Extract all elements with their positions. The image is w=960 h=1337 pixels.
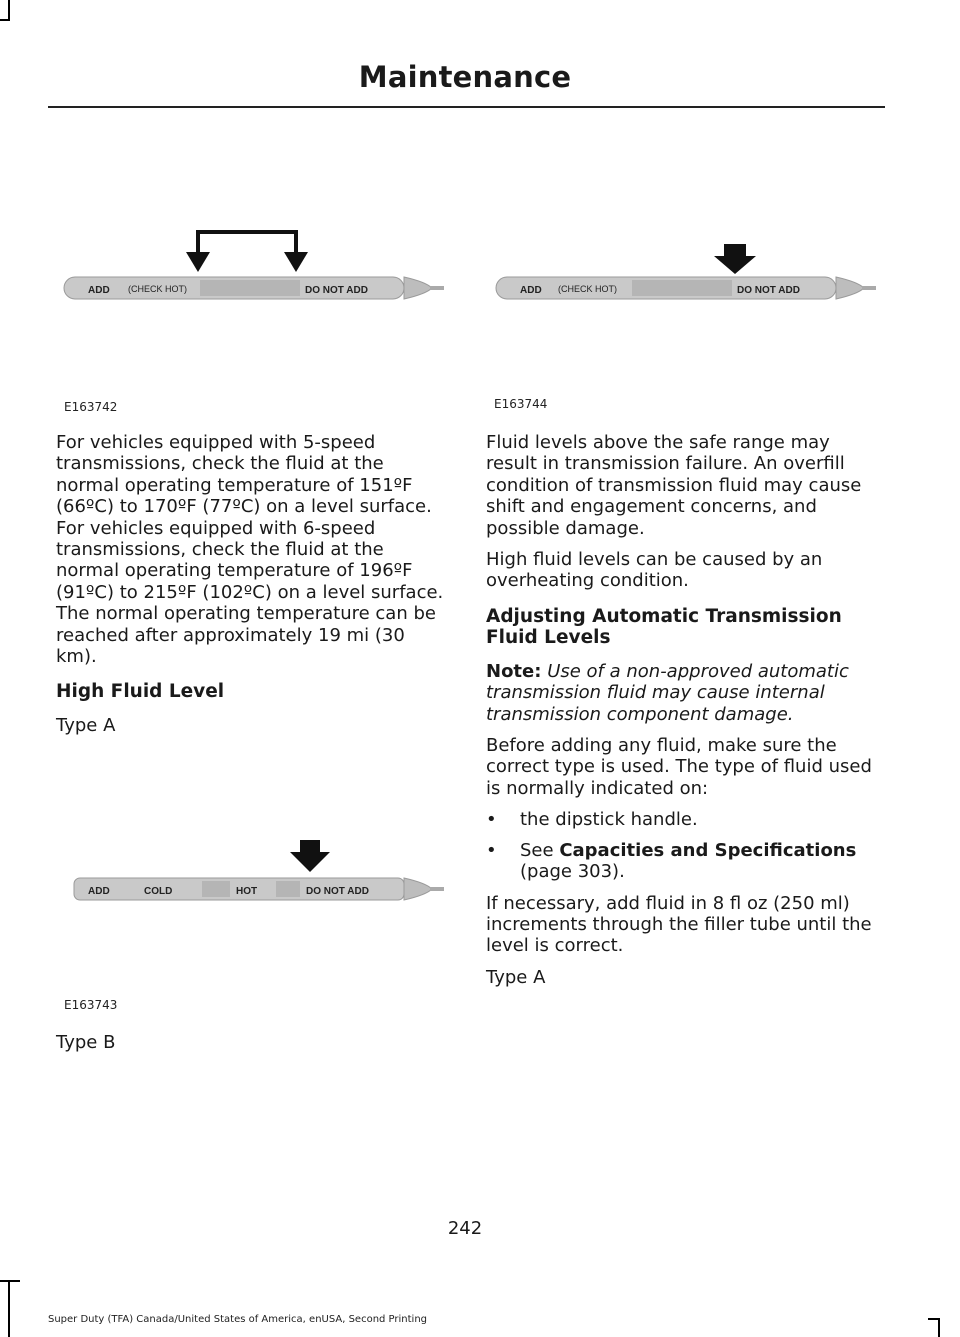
crop-mark [928, 1318, 940, 1320]
label-do-not-add: DO NOT ADD [306, 886, 369, 897]
label-check-hot: (CHECK HOT) [128, 284, 187, 294]
page-title: Maintenance [358, 60, 572, 94]
heading-high-fluid-level: High Fluid Level [56, 681, 225, 703]
label-add: ADD [88, 285, 110, 296]
bullet-prefix: See [520, 839, 554, 861]
crop-mark [8, 1280, 10, 1337]
type-a-label: Type A [486, 966, 546, 988]
list-item [486, 840, 881, 883]
list-item [486, 809, 881, 830]
note-label: Note: [486, 660, 542, 682]
capacities-link[interactable]: Capacities and Specifications [559, 839, 857, 861]
right-column [486, 432, 881, 998]
footer-text: Super Duty (TFA) Canada/United States of America, enUSA, Second Printing [48, 1314, 428, 1325]
label-add: ADD [520, 285, 542, 296]
page-number: 242 [447, 1218, 483, 1239]
fluid-type-list [486, 809, 881, 882]
label-check-hot: (CHECK HOT) [558, 284, 617, 294]
label-do-not-add: DO NOT ADD [305, 285, 368, 296]
overheating-paragraph: High fluid levels can be caused by an overheating condition. [486, 549, 823, 592]
overfill-paragraph: Fluid levels above the safe range may result in transmission failure. An overfill condition of transmission fluid may cause shift and engagement concerns, and possible damage. [486, 432, 862, 539]
dipstick-figure-e163742 [60, 222, 445, 312]
label-do-not-add: DO NOT ADD [737, 285, 800, 296]
bullet-mark: • [486, 839, 497, 861]
left-column [56, 432, 451, 746]
type-b-label: Type B [56, 1032, 116, 1053]
label-add: ADD [88, 886, 110, 897]
crop-mark [8, 0, 10, 20]
header-divider [48, 106, 885, 108]
bullet-mark: • [486, 809, 497, 831]
note-paragraph [486, 661, 881, 725]
fluid-type-paragraph: Before adding any fluid, make sure the correct type is used. The type of fluid used is normally indicated on: [486, 735, 872, 799]
dipstick-figure-e163744 [492, 222, 877, 312]
type-a-label: Type A [56, 714, 116, 736]
type-b-block [56, 1032, 451, 1063]
heading-adjusting-levels: Adjusting Automatic Transmission Fluid Levels [486, 605, 842, 649]
figure-code: E163742 [64, 400, 118, 414]
figure-code: E163744 [494, 397, 548, 411]
dipstick-figure-e163743 [60, 834, 445, 914]
bullet-text: the dipstick handle. [520, 809, 698, 831]
figure-code: E163743 [64, 998, 118, 1012]
label-cold: COLD [144, 886, 173, 897]
crop-mark [0, 1280, 20, 1282]
add-fluid-paragraph: If necessary, add fluid in 8 fl oz (250 ml) increments through the filler tube until the level is correct. [486, 892, 872, 957]
page-reference: (page 303). [520, 861, 625, 883]
crop-mark [0, 19, 10, 21]
note-text: Use of a non-approved automatic transmission fluid may cause internal transmission component damage. [486, 660, 849, 725]
label-hot: HOT [236, 886, 258, 897]
crop-mark [938, 1318, 940, 1337]
temperature-paragraph: For vehicles equipped with 5-speed transmissions, check the fluid at the normal operating temperature of 151ºF (66ºC) to 170ºF (77ºC) on a level surface. For vehicles equipped with 6-speed transmissions, check the fluid at the normal operating temperature of 196ºF (91ºC) to 215ºF (102ºC) on a level surface. The normal operating temperature can be reached after approximately 19 mi (30 km). [56, 432, 444, 668]
